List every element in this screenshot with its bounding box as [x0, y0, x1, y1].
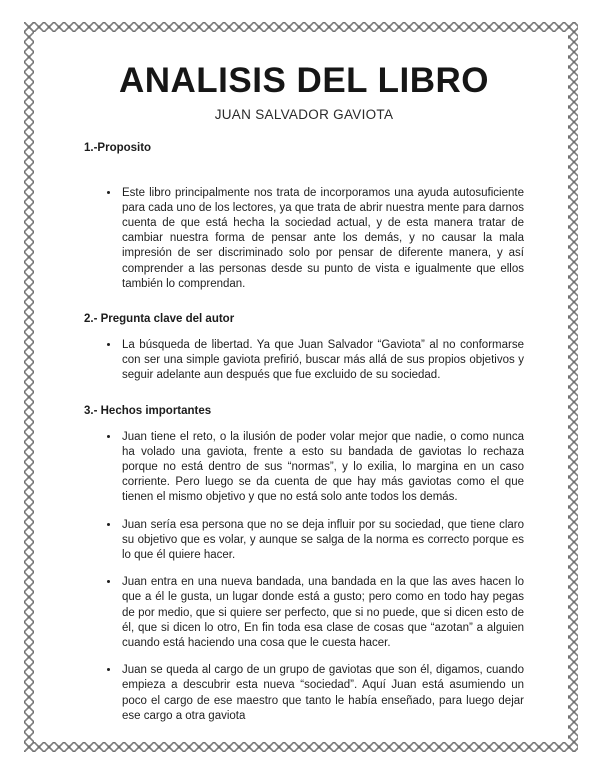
document-content — [84, 62, 524, 736]
document-section — [84, 141, 524, 292]
document-section — [84, 404, 524, 724]
bullet-item: • Juan tiene el reto, o la ilusión de poder volar mejor que nadie, o como nunca ha volado una gaviota, frente a esto su bandada de gaviotas lo rechaza porque no está dentro de sus “normas”, y lo exilia, lo margina en un caso corriente. Pero luego se da cuenta de que hay más gaviotas como el que tienen el mismo objetivo y que no está solo ante todos los demás. — [120, 430, 524, 506]
bullet-list — [84, 430, 524, 724]
border-right — [568, 22, 578, 752]
bullet-item: • Juan se queda al cargo de un grupo de gaviotas que son él, digamos, cuando empieza a descubrir esta nueva “sociedad”. Aquí Juan está asumiendo un poco el cargo de ese maestro que tanto le había enseñado, para luego dejar ese cargo a otra gaviota — [120, 663, 524, 724]
bullet-item: • Juan entra en una nueva bandada, una bandada en la que las aves hacen lo que a él le gusta, un lugar donde está a gusto; pero como en todo hay pegas de por medio, que si quiere ser perfecto, que si no puede, que si dicen esto de él, que si dicen lo otro, En fin toda esa clase de cosas que “azotan” a alguien cuando está haciendo una cosa que le cuesta hacer. — [120, 575, 524, 651]
border-left — [24, 22, 34, 752]
document-section — [84, 312, 524, 384]
page-subtitle: JUAN SALVADOR GAVIOTA — [214, 106, 394, 122]
sections-container — [84, 141, 524, 724]
border-bottom — [24, 742, 578, 752]
bullet-item: • Juan sería esa persona que no se deja influir por su sociedad, que tiene claro su objetivo que es volar, y aunque se salga de la norma es correcto porque es lo que él quiere hacer. — [120, 518, 524, 564]
bullet-list — [84, 186, 524, 292]
section-heading: 1.-Proposito — [84, 141, 152, 154]
page-title: ANALISIS DEL LIBRO — [118, 61, 490, 100]
bullet-item: • Este libro principalmente nos trata de incorporamos una ayuda autosuficiente para cada uno de los lectores, ya que trata de abrir nuestra mente para darnos cuenta de que está hecha la sociedad actual, y de esta manera tratar de cambiar nuestra forma de pensar ante los demás, y no causar la mala impresión de ser discriminado solo por pensar de diferente manera, y así comprender a las personas desde su punto de vista e igualmente que ellos también lo comprendan. — [120, 186, 524, 292]
bullet-list — [84, 338, 524, 384]
border-top — [24, 22, 578, 32]
bullet-item: • La búsqueda de libertad. Ya que Juan Salvador “Gaviota” al no conformarse con ser una simple gaviota prefirió, buscar más allá de sus propios objetivos y seguir adelante aun después que fue excluido de su sociedad. — [120, 338, 524, 384]
section-heading: 3.- Hechos importantes — [84, 404, 212, 417]
section-heading: 2.- Pregunta clave del autor — [84, 312, 235, 325]
